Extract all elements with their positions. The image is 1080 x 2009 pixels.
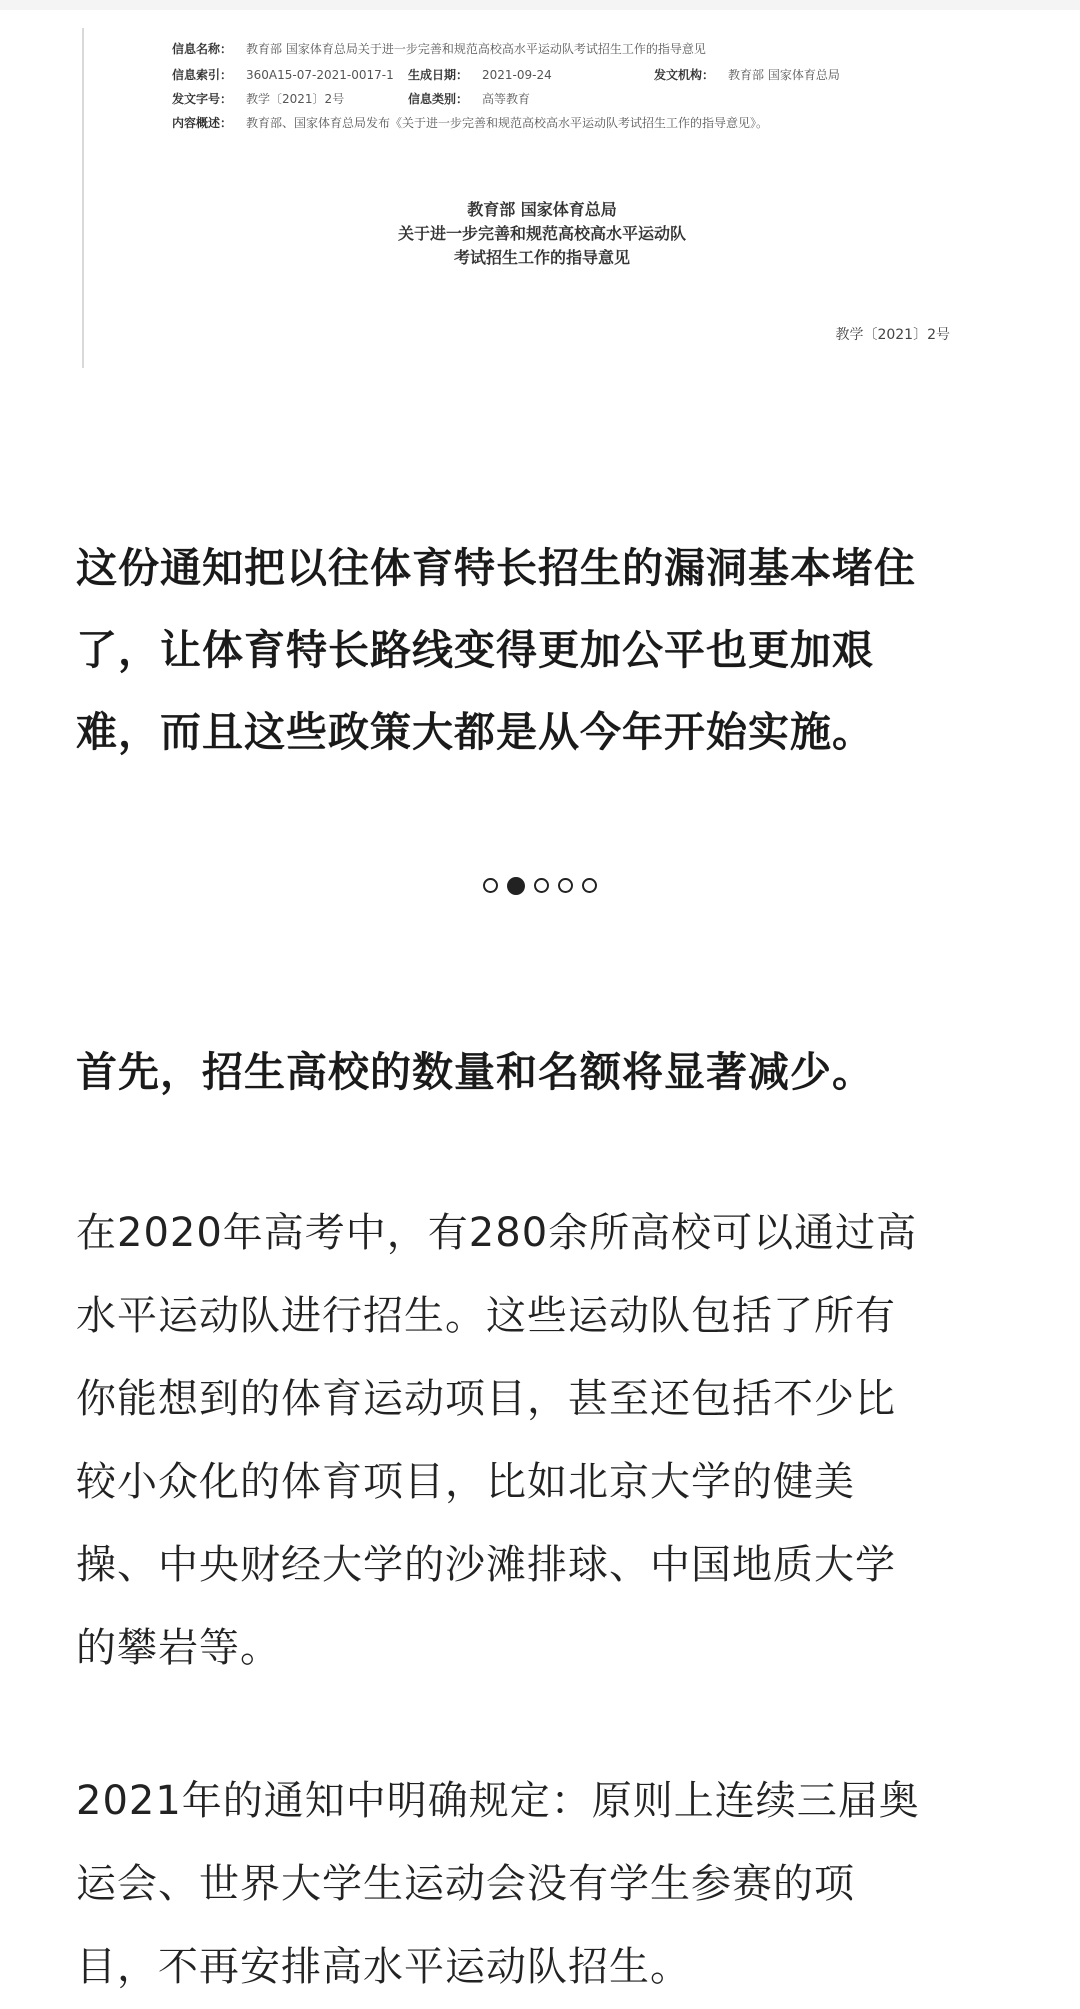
document-heading-line: 教育部 国家体育总局 [467, 200, 617, 219]
text-line: 较小众化的体育项目，比如北京大学的健美 [76, 1459, 855, 1505]
text-line: 你能想到的体育运动项目，甚至还包括不少比 [76, 1376, 896, 1422]
text-line: 的攀岩等。 [76, 1625, 281, 1671]
meta-info-summary: 内容概述： 教育部、国家体育总局发布《关于进一步完善和规范高校高水平运动队考试招生工作的指导意见》。 [172, 116, 769, 130]
document-screenshot-image[interactable] [82, 28, 1000, 368]
document-heading-line: 关于进一步完善和规范高校高水平运动队 [397, 224, 686, 243]
text-line: 目，不再安排高水平运动队招生。 [76, 1944, 691, 1990]
text-line: 操、中央财经大学的沙滩排球、中国地质大学 [76, 1542, 896, 1588]
meta-info-date: 生成日期： 2021-09-24 [408, 68, 552, 82]
meta-info-index: 信息索引： 360A15-07-2021-0017-1 [172, 68, 394, 82]
paragraph-heading-first [76, 1031, 1006, 1113]
carousel-dot[interactable] [558, 878, 573, 893]
text-line: 难，而且这些政策大都是从今年开始实施。 [76, 708, 874, 756]
meta-info-name: 信息名称： 教育部 国家体育总局关于进一步完善和规范高校高水平运动队考试招生工作的指导意见 [172, 42, 706, 56]
carousel-dot-active[interactable] [507, 877, 525, 895]
text-line: 在2020年高考中，有280余所高校可以通过高 [76, 1210, 918, 1256]
document-heading-line: 考试招生工作的指导意见 [453, 248, 630, 267]
meta-info-category: 信息类别： 高等教育 [408, 92, 531, 106]
text-line: 水平运动队进行招生。这些运动队包括了所有 [76, 1293, 896, 1339]
paragraph-2020-stats [76, 1192, 1006, 1690]
document-number: 教学〔2021〕2号 [835, 327, 950, 343]
top-divider [0, 0, 1080, 10]
meta-info-issuer: 发文机构： 教育部 国家体育总局 [654, 68, 840, 82]
paragraph-2021-rule [76, 1760, 1006, 2009]
carousel-indicator [0, 875, 1080, 895]
text-line: 运会、世界大学生运动会没有学生参赛的项 [76, 1861, 855, 1907]
text-line: 2021年的通知中明确规定：原则上连续三届奥 [76, 1778, 920, 1824]
text-line: 这份通知把以往体育特长招生的漏洞基本堵住 [76, 544, 916, 592]
document-heading [84, 198, 1000, 270]
meta-info-docno: 发文字号： 教学〔2021〕2号 [172, 92, 345, 106]
paragraph-summary [76, 527, 1006, 773]
carousel-dot[interactable] [534, 878, 549, 893]
carousel-dot[interactable] [483, 878, 498, 893]
text-line: 首先，招生高校的数量和名额将显著减少。 [76, 1048, 874, 1096]
text-line: 了，让体育特长路线变得更加公平也更加艰 [76, 626, 874, 674]
carousel-dot[interactable] [582, 878, 597, 893]
